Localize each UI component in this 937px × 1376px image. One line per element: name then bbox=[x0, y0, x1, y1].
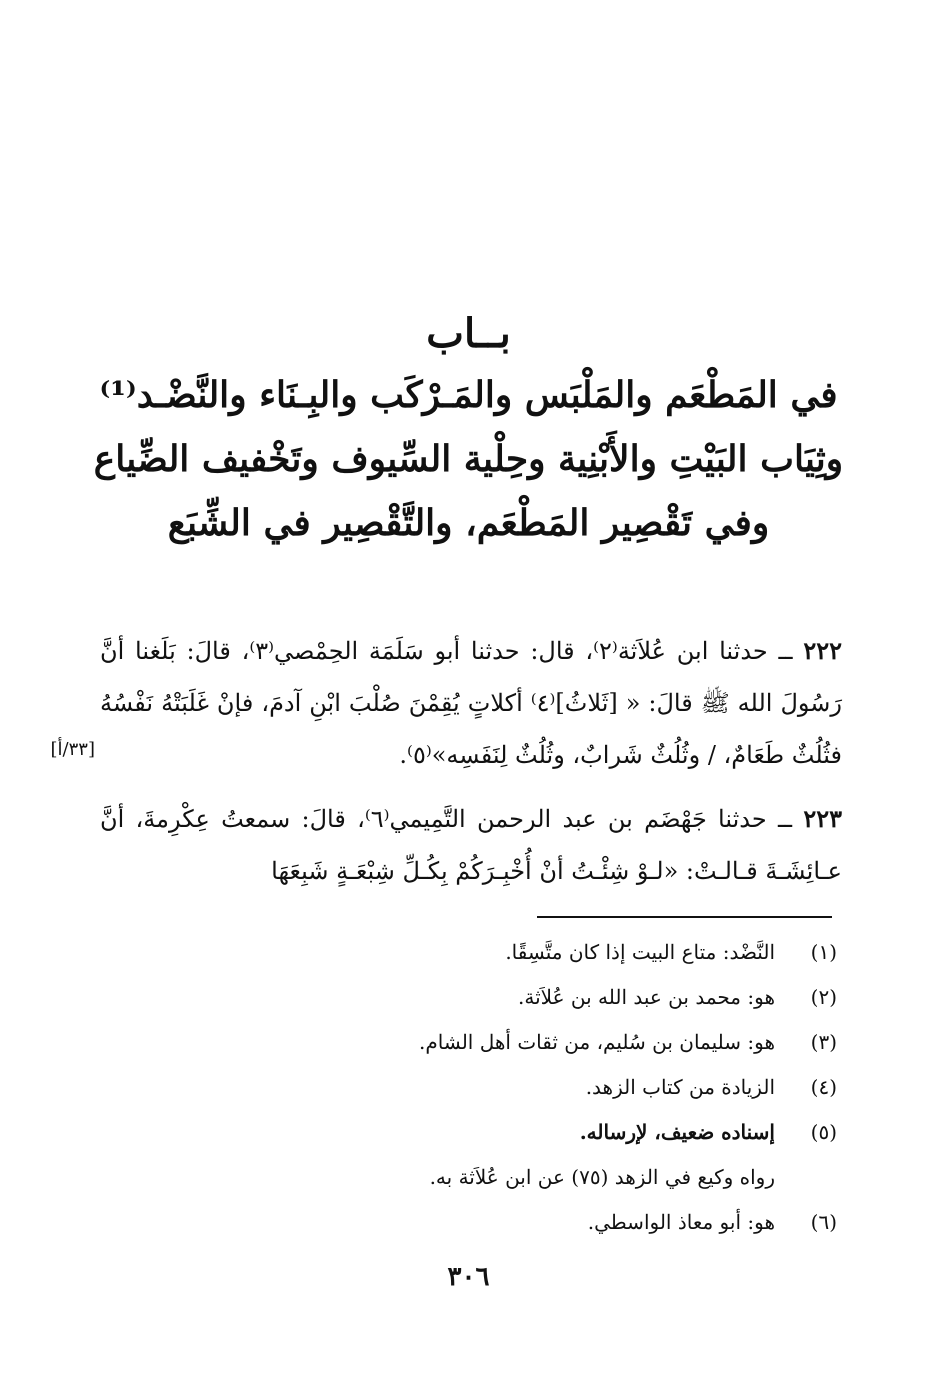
footnote-4 bbox=[277, 1065, 837, 1110]
main-text bbox=[100, 625, 842, 909]
footnote-number: (١) bbox=[810, 940, 837, 964]
hadith-text: ــ حدثنا ابن عُلاَثة⁽٢⁾، قال: حدثنا أبو سَلَمَة الحِمْصي⁽٣⁾، قالَ: بَلَغنا أنَّ رَسُولَ الله ﷺ قالَ: « [ثَلاثُ]⁽٤⁾ أكلاتٍ يُقِمْنَ صُلْبَ ابْنِ آدمَ، فإنْ غَلَبَتْهُ نَفْسُهُ فثُلُثٌ طَعَامٌ، / وثُلُثٌ شَرابٌ، وثُلُثٌ لِنَفَسِه»⁽٥⁾. bbox=[100, 637, 842, 769]
footnote-5-continuation bbox=[277, 1155, 837, 1200]
footnote-number: (٣) bbox=[810, 1030, 837, 1054]
footnote-6 bbox=[277, 1200, 837, 1245]
footnote-number: (٤) bbox=[810, 1075, 837, 1099]
manuscript-folio-reference: [٣٣/أ] bbox=[50, 739, 95, 760]
footnote-text: هو: محمد بن عبد الله بن عُلاَثة. bbox=[517, 985, 775, 1009]
hadith-222 bbox=[100, 625, 842, 781]
footnote-text: هو: سليمان بن سُليم، من ثقات أهل الشام. bbox=[419, 1030, 775, 1054]
chapter-title-line-3: وفي تَقْصِير المَطْعَم، والتَّقْصِير في الشِّبَع bbox=[167, 502, 770, 544]
chapter-label: بــاب bbox=[426, 310, 511, 357]
chapter-title-line-2: وثِيَاب البَيْتِ والأَبْنِية وحِلْية السِّيوف وتَخْفيف الضِّياع bbox=[93, 438, 844, 480]
footnote-separator bbox=[537, 916, 832, 918]
chapter-title-line-1: في المَطْعَم والمَلْبَس والمَـرْكَب والبِـنَاء والنَّضْـد⁽¹⁾ bbox=[99, 374, 838, 416]
page-number: ٣٠٦ bbox=[447, 1262, 490, 1292]
hadith-text: ــ حدثنا جَهْضَم بن عبد الرحمن التَّمِيمي⁽٦⁾، قالَ: سمعتُ عِكْرِمةَ، أنَّ عـائِشَـةَ قـالـتْ: «لـوْ شِئْـتُ أنْ أُخْبِـرَكُمْ بِكُـلِّ شِبْعَـةٍ شَبِعَهَا bbox=[100, 805, 842, 885]
footnote-3 bbox=[277, 1020, 837, 1065]
footnote-number bbox=[775, 1155, 837, 1200]
footnote-1 bbox=[277, 930, 837, 975]
footnote-text: هو: أبو معاذ الواسطي. bbox=[587, 1210, 775, 1234]
footnote-number: (٢) bbox=[810, 985, 837, 1009]
hadith-number: ٢٢٢ bbox=[803, 636, 842, 665]
footnote-text: الزيادة من كتاب الزهد. bbox=[585, 1075, 775, 1099]
footnote-number: (٦) bbox=[810, 1210, 837, 1234]
footnote-text: إسناده ضعيف، لإرساله. bbox=[579, 1120, 775, 1144]
footnote-text: رواه وكيع في الزهد (٧٥) عن ابن عُلاَثة به. bbox=[429, 1165, 775, 1189]
footnote-text: النَّضْد: متاع البيت إذا كان متَّسِقًا. bbox=[505, 940, 775, 964]
footnotes bbox=[277, 930, 837, 1245]
hadith-223 bbox=[100, 793, 842, 897]
footnote-2 bbox=[277, 975, 837, 1020]
footnote-5 bbox=[277, 1110, 837, 1155]
hadith-number: ٢٢٣ bbox=[803, 804, 842, 833]
chapter-heading bbox=[90, 305, 847, 555]
footnote-number: (٥) bbox=[810, 1120, 837, 1144]
